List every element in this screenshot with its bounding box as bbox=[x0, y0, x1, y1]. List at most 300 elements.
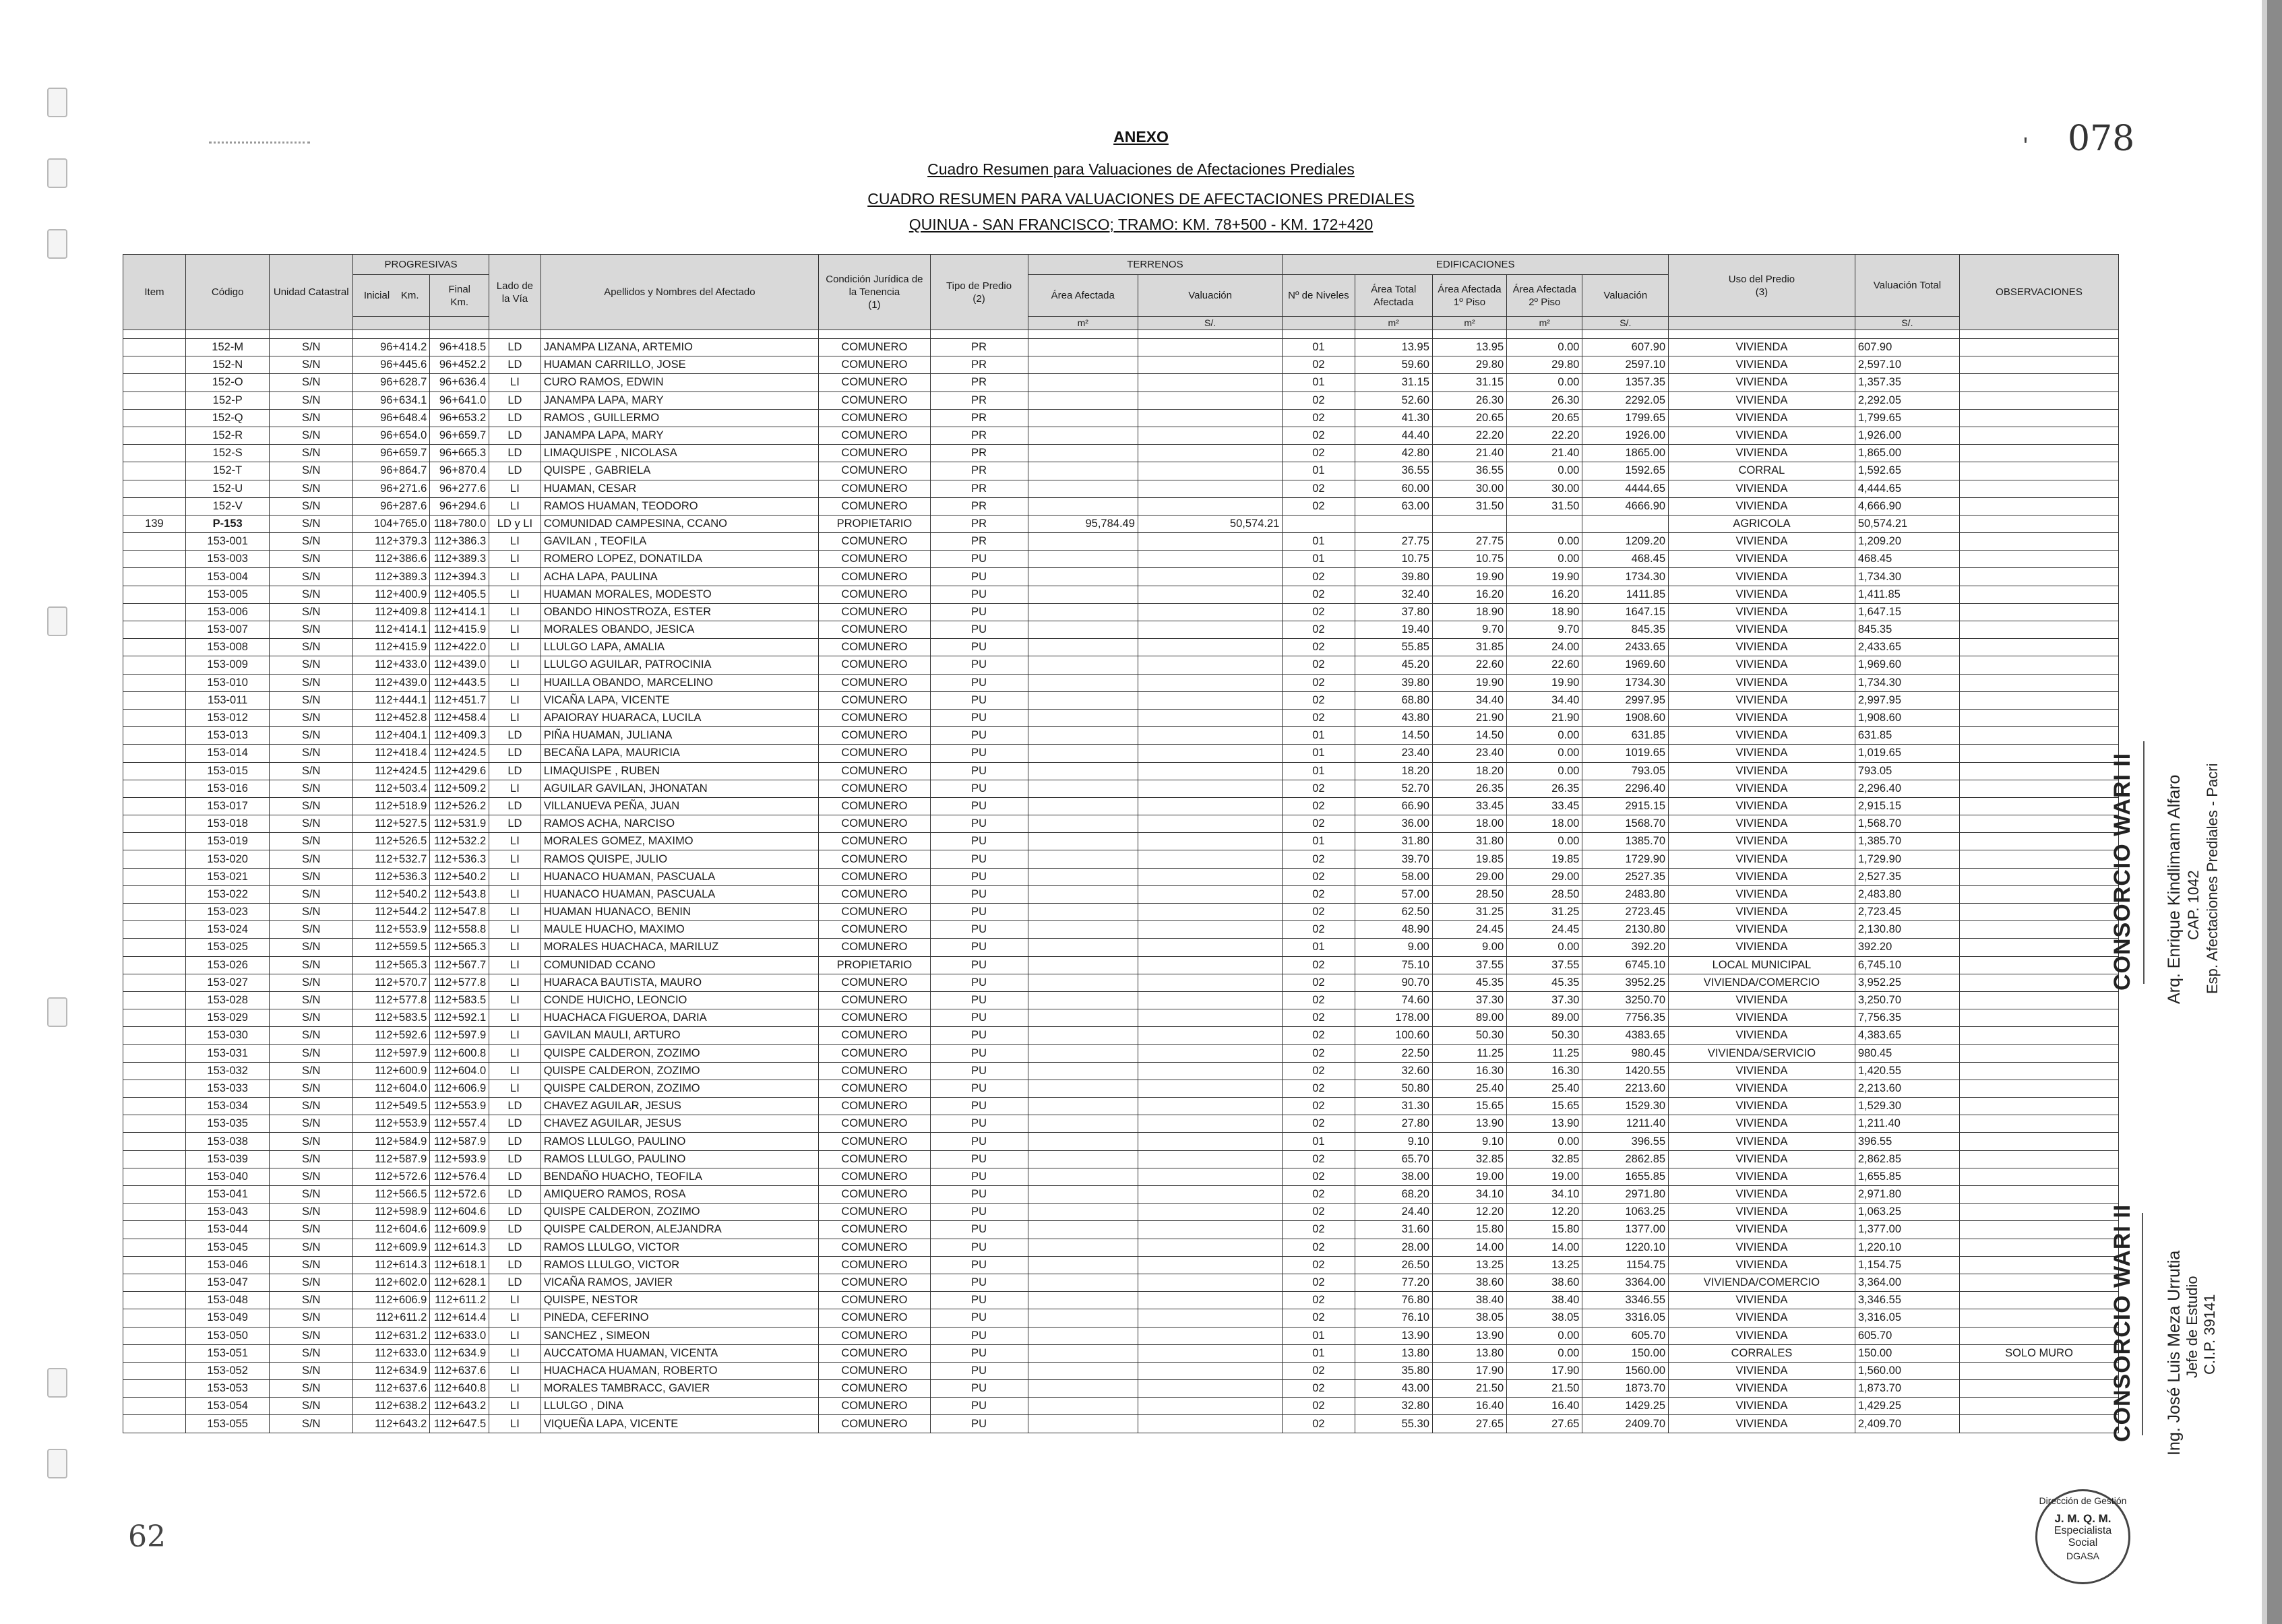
cell-tipo: PU bbox=[930, 1362, 1028, 1379]
seal-line-1: Especialista bbox=[2054, 1525, 2112, 1536]
cell-item bbox=[123, 1344, 186, 1362]
cell-area-total: 32.60 bbox=[1355, 1062, 1432, 1080]
cell-codigo: 153-049 bbox=[185, 1309, 270, 1327]
cell-uso: CORRALES bbox=[1669, 1344, 1855, 1362]
cell-uso: VIVIENDA bbox=[1669, 1115, 1855, 1133]
cell-area-terreno bbox=[1028, 1362, 1138, 1379]
cell-area-1: 19.85 bbox=[1432, 850, 1506, 868]
cell-inicial: 112+379.3 bbox=[353, 533, 430, 551]
cell-item bbox=[123, 868, 186, 885]
cell-observaciones bbox=[1960, 533, 2119, 551]
cell-niveles: 02 bbox=[1283, 1009, 1355, 1027]
cell-area-terreno bbox=[1028, 533, 1138, 551]
cell-area-total: 68.20 bbox=[1355, 1186, 1432, 1204]
cell-lado: LI bbox=[489, 533, 541, 551]
cell-valuacion-edif: 1592.65 bbox=[1582, 462, 1669, 480]
cell-niveles: 02 bbox=[1283, 568, 1355, 586]
cell-area-2: 15.80 bbox=[1507, 1221, 1582, 1239]
cell-niveles: 02 bbox=[1283, 603, 1355, 621]
cell-valuacion-edif: 2483.80 bbox=[1582, 885, 1669, 903]
cell-inicial: 112+637.6 bbox=[353, 1380, 430, 1398]
cell-valuacion-edif: 2915.15 bbox=[1582, 797, 1669, 815]
cell-codigo: 153-009 bbox=[185, 656, 270, 674]
cell-valuacion-terreno bbox=[1138, 1044, 1282, 1062]
cell-area-terreno bbox=[1028, 939, 1138, 956]
col-uso-label: Uso del Predio bbox=[1728, 273, 1795, 285]
cell-condicion: COMUNERO bbox=[819, 797, 930, 815]
cell-unidad: S/N bbox=[270, 709, 353, 726]
cell-niveles: 02 bbox=[1283, 780, 1355, 797]
cell-unidad: S/N bbox=[270, 762, 353, 780]
cell-area-total: 39.80 bbox=[1355, 674, 1432, 691]
cell-area-2: 16.20 bbox=[1507, 586, 1582, 603]
cell-final: 112+536.3 bbox=[430, 850, 489, 868]
cell-codigo: 153-017 bbox=[185, 797, 270, 815]
cell-codigo: 152-N bbox=[185, 356, 270, 374]
valuation-table bbox=[123, 254, 2119, 1433]
cell-lado: LD bbox=[489, 1274, 541, 1291]
table-row bbox=[123, 762, 2119, 780]
cell-area-total: 60.00 bbox=[1355, 480, 1432, 497]
cell-area-terreno bbox=[1028, 568, 1138, 586]
cell-tipo: PU bbox=[930, 1098, 1028, 1115]
unit-soles: S/. bbox=[1582, 317, 1669, 330]
cell-area-terreno bbox=[1028, 1204, 1138, 1221]
cell-item bbox=[123, 1292, 186, 1309]
consorcio-stamp-2: CONSORCIO WARI II bbox=[2109, 1204, 2135, 1442]
cell-condicion: COMUNERO bbox=[819, 709, 930, 726]
table-row bbox=[123, 833, 2119, 850]
cell-valuacion-edif: 3346.55 bbox=[1582, 1292, 1669, 1309]
table-row bbox=[123, 1168, 2119, 1185]
cell-uso: VIVIENDA bbox=[1669, 445, 1855, 462]
cell-condicion: COMUNERO bbox=[819, 1133, 930, 1150]
cell-apellidos: MORALES TAMBRACC, GAVIER bbox=[541, 1380, 818, 1398]
cell-final: 112+532.2 bbox=[430, 833, 489, 850]
cell-area-terreno bbox=[1028, 656, 1138, 674]
cell-area-terreno bbox=[1028, 1309, 1138, 1327]
cell-valuacion-terreno bbox=[1138, 745, 1282, 762]
cell-condicion: COMUNERO bbox=[819, 356, 930, 374]
cell-final: 112+558.8 bbox=[430, 921, 489, 939]
cell-valuacion-edif: 2292.05 bbox=[1582, 392, 1669, 409]
table-row bbox=[123, 462, 2119, 480]
cell-item bbox=[123, 392, 186, 409]
col-codigo: Código bbox=[185, 255, 270, 330]
cell-valuacion-terreno bbox=[1138, 656, 1282, 674]
cell-area-terreno: 95,784.49 bbox=[1028, 515, 1138, 532]
col-tipo-label: Tipo de Predio bbox=[946, 280, 1012, 292]
unit-m2: m² bbox=[1507, 317, 1582, 330]
cell-uso: VIVIENDA bbox=[1669, 568, 1855, 586]
cell-unidad: S/N bbox=[270, 1398, 353, 1415]
cell-lado: LD bbox=[489, 1150, 541, 1168]
cell-area-1: 9.00 bbox=[1432, 939, 1506, 956]
cell-valuacion-terreno bbox=[1138, 1150, 1282, 1168]
cell-area-terreno bbox=[1028, 797, 1138, 815]
cell-valuacion-total: 1,154.75 bbox=[1855, 1256, 1959, 1274]
cell-uso: VIVIENDA bbox=[1669, 762, 1855, 780]
table-row bbox=[123, 850, 2119, 868]
cell-observaciones bbox=[1960, 904, 2119, 921]
cell-lado: LD bbox=[489, 1186, 541, 1204]
cell-apellidos: LLULGO , DINA bbox=[541, 1398, 818, 1415]
table-body bbox=[123, 330, 2119, 1433]
cell-valuacion-total: 1,420.55 bbox=[1855, 1062, 1959, 1080]
cell-item bbox=[123, 568, 186, 586]
table-row bbox=[123, 515, 2119, 532]
cell-inicial: 112+518.9 bbox=[353, 797, 430, 815]
cell-apellidos: PIÑA HUAMAN, JULIANA bbox=[541, 727, 818, 745]
cell-lado: LD bbox=[489, 339, 541, 356]
cell-area-1: 13.95 bbox=[1432, 339, 1506, 356]
cell-codigo: 153-022 bbox=[185, 885, 270, 903]
cell-condicion: COMUNERO bbox=[819, 551, 930, 568]
cell-lado: LI bbox=[489, 1415, 541, 1433]
cell-area-1: 26.35 bbox=[1432, 780, 1506, 797]
cell-area-total: 58.00 bbox=[1355, 868, 1432, 885]
cell-valuacion-terreno bbox=[1138, 533, 1282, 551]
cell-uso: VIVIENDA bbox=[1669, 868, 1855, 885]
cell-valuacion-terreno bbox=[1138, 1274, 1282, 1291]
cell-inicial: 112+424.5 bbox=[353, 762, 430, 780]
cell-inicial: 112+592.6 bbox=[353, 1027, 430, 1044]
cell-uso: VIVIENDA bbox=[1669, 1221, 1855, 1239]
cell-area-1: 16.20 bbox=[1432, 586, 1506, 603]
cell-condicion: COMUNERO bbox=[819, 1221, 930, 1239]
cell-lado: LI bbox=[489, 621, 541, 639]
cell-niveles: 02 bbox=[1283, 621, 1355, 639]
cell-lado: LD bbox=[489, 427, 541, 444]
cell-codigo: 153-048 bbox=[185, 1292, 270, 1309]
cell-unidad: S/N bbox=[270, 603, 353, 621]
cell-condicion: COMUNERO bbox=[819, 374, 930, 392]
cell-area-2: 13.25 bbox=[1507, 1256, 1582, 1274]
cell-area-1: 23.40 bbox=[1432, 745, 1506, 762]
cell-valuacion-total: 1,063.25 bbox=[1855, 1204, 1959, 1221]
cell-valuacion-edif: 396.55 bbox=[1582, 1133, 1669, 1150]
cell-area-total: 45.20 bbox=[1355, 656, 1432, 674]
cell-niveles: 02 bbox=[1283, 1044, 1355, 1062]
cell-area-1: 38.40 bbox=[1432, 1292, 1506, 1309]
cell-condicion: COMUNERO bbox=[819, 1398, 930, 1415]
cell-item bbox=[123, 356, 186, 374]
cell-area-2: 18.00 bbox=[1507, 815, 1582, 833]
cell-apellidos: HUAMAN HUANACO, BENIN bbox=[541, 904, 818, 921]
cell-area-2: 0.00 bbox=[1507, 374, 1582, 392]
cell-final: 112+439.0 bbox=[430, 656, 489, 674]
cell-area-terreno bbox=[1028, 1168, 1138, 1185]
cell-valuacion-total: 3,250.70 bbox=[1855, 991, 1959, 1009]
cell-final: 112+647.5 bbox=[430, 1415, 489, 1433]
cell-apellidos: HUANACO HUAMAN, PASCUALA bbox=[541, 868, 818, 885]
cell-unidad: S/N bbox=[270, 921, 353, 939]
table-row bbox=[123, 1186, 2119, 1204]
cell-final: 112+606.9 bbox=[430, 1080, 489, 1097]
cell-item bbox=[123, 1133, 186, 1150]
cell-valuacion-total: 4,444.65 bbox=[1855, 480, 1959, 497]
cell-uso: VIVIENDA bbox=[1669, 480, 1855, 497]
seal-ring-bottom: DGASA bbox=[2066, 1551, 2099, 1561]
cell-tipo: PR bbox=[930, 497, 1028, 515]
cell-valuacion-edif: 2723.45 bbox=[1582, 904, 1669, 921]
table-row bbox=[123, 1274, 2119, 1291]
cell-item bbox=[123, 691, 186, 709]
cell-final: 112+600.8 bbox=[430, 1044, 489, 1062]
cell-codigo: 153-004 bbox=[185, 568, 270, 586]
table-row bbox=[123, 1292, 2119, 1309]
cell-observaciones bbox=[1960, 833, 2119, 850]
cell-valuacion-terreno bbox=[1138, 374, 1282, 392]
cell-uso: VIVIENDA bbox=[1669, 586, 1855, 603]
cell-final: 112+557.4 bbox=[430, 1115, 489, 1133]
cell-item bbox=[123, 1309, 186, 1327]
cell-observaciones bbox=[1960, 1292, 2119, 1309]
cell-area-terreno bbox=[1028, 427, 1138, 444]
cell-inicial: 112+527.5 bbox=[353, 815, 430, 833]
cell-uso: VIVIENDA bbox=[1669, 1204, 1855, 1221]
cell-tipo: PU bbox=[930, 656, 1028, 674]
cell-valuacion-total: 1,908.60 bbox=[1855, 709, 1959, 726]
cell-item bbox=[123, 850, 186, 868]
cell-area-total: 39.80 bbox=[1355, 568, 1432, 586]
cell-item bbox=[123, 339, 186, 356]
cell-area-1: 31.25 bbox=[1432, 904, 1506, 921]
cell-condicion: COMUNERO bbox=[819, 939, 930, 956]
table-row bbox=[123, 339, 2119, 356]
cell-niveles: 01 bbox=[1283, 1344, 1355, 1362]
cell-tipo: PU bbox=[930, 1415, 1028, 1433]
cell-area-1: 17.90 bbox=[1432, 1362, 1506, 1379]
cell-item bbox=[123, 586, 186, 603]
cell-area-1: 21.90 bbox=[1432, 709, 1506, 726]
cell-item bbox=[123, 780, 186, 797]
cell-inicial: 112+611.2 bbox=[353, 1309, 430, 1327]
cell-final: 112+643.2 bbox=[430, 1398, 489, 1415]
cell-area-terreno bbox=[1028, 1239, 1138, 1256]
cell-uso: VIVIENDA bbox=[1669, 1327, 1855, 1344]
cell-uso: VIVIENDA bbox=[1669, 603, 1855, 621]
table-row bbox=[123, 1133, 2119, 1150]
table-row bbox=[123, 991, 2119, 1009]
col-condicion-label: Condición Jurídica de la Tenencia bbox=[826, 274, 923, 298]
cell-niveles: 02 bbox=[1283, 497, 1355, 515]
cell-tipo: PU bbox=[930, 586, 1028, 603]
col-valuacion-total: Valuación Total bbox=[1855, 255, 1959, 317]
cell-codigo: 153-029 bbox=[185, 1009, 270, 1027]
cell-valuacion-total: 2,292.05 bbox=[1855, 392, 1959, 409]
cell-inicial: 112+404.1 bbox=[353, 727, 430, 745]
cell-valuacion-edif: 2130.80 bbox=[1582, 921, 1669, 939]
cell-valuacion-terreno bbox=[1138, 727, 1282, 745]
cell-inicial: 112+386.6 bbox=[353, 551, 430, 568]
cell-final: 112+443.5 bbox=[430, 674, 489, 691]
cell-tipo: PU bbox=[930, 1274, 1028, 1291]
cell-codigo: 153-001 bbox=[185, 533, 270, 551]
cell-area-terreno bbox=[1028, 780, 1138, 797]
cell-valuacion-terreno bbox=[1138, 1027, 1282, 1044]
cell-valuacion-edif: 1908.60 bbox=[1582, 709, 1669, 726]
seal-initials: J. M. Q. M. bbox=[2054, 1512, 2111, 1525]
cell-niveles: 02 bbox=[1283, 480, 1355, 497]
cell-condicion: COMUNERO bbox=[819, 727, 930, 745]
cell-observaciones bbox=[1960, 639, 2119, 656]
cell-observaciones bbox=[1960, 551, 2119, 568]
cell-item bbox=[123, 621, 186, 639]
cell-area-2: 21.50 bbox=[1507, 1380, 1582, 1398]
cell-codigo: 153-020 bbox=[185, 850, 270, 868]
cell-unidad: S/N bbox=[270, 533, 353, 551]
cell-area-total: 44.40 bbox=[1355, 427, 1432, 444]
cell-apellidos: RAMOS QUISPE, JULIO bbox=[541, 850, 818, 868]
cell-unidad: S/N bbox=[270, 850, 353, 868]
cell-uso: VIVIENDA bbox=[1669, 392, 1855, 409]
cell-niveles: 01 bbox=[1283, 939, 1355, 956]
cell-uso: VIVIENDA bbox=[1669, 1080, 1855, 1097]
cell-condicion: COMUNERO bbox=[819, 1080, 930, 1097]
cell-valuacion-terreno bbox=[1138, 939, 1282, 956]
cell-area-terreno bbox=[1028, 603, 1138, 621]
cell-area-total: 68.80 bbox=[1355, 691, 1432, 709]
cell-valuacion-terreno bbox=[1138, 956, 1282, 974]
col-progresivas: PROGRESIVAS bbox=[353, 255, 489, 275]
cell-apellidos: AMIQUERO RAMOS, ROSA bbox=[541, 1186, 818, 1204]
unit-m2: m² bbox=[1432, 317, 1506, 330]
cell-valuacion-edif: 631.85 bbox=[1582, 727, 1669, 745]
cell-inicial: 112+577.8 bbox=[353, 991, 430, 1009]
cell-valuacion-total: 1,529.30 bbox=[1855, 1098, 1959, 1115]
cell-item bbox=[123, 1204, 186, 1221]
cell-tipo: PU bbox=[930, 956, 1028, 974]
cell-valuacion-edif: 1969.60 bbox=[1582, 656, 1669, 674]
cell-area-2: 32.85 bbox=[1507, 1150, 1582, 1168]
cell-unidad: S/N bbox=[270, 1256, 353, 1274]
cell-lado: LD bbox=[489, 1221, 541, 1239]
cell-observaciones bbox=[1960, 392, 2119, 409]
cell-lado: LI bbox=[489, 551, 541, 568]
cell-observaciones bbox=[1960, 939, 2119, 956]
cell-area-2: 18.90 bbox=[1507, 603, 1582, 621]
cell-apellidos: HUANACO HUAMAN, PASCUALA bbox=[541, 885, 818, 903]
cell-unidad: S/N bbox=[270, 568, 353, 586]
table-row bbox=[123, 1239, 2119, 1256]
cell-area-1: 26.30 bbox=[1432, 392, 1506, 409]
cell-area-terreno bbox=[1028, 1256, 1138, 1274]
cell-codigo: 153-039 bbox=[185, 1150, 270, 1168]
cell-apellidos: PINEDA, CEFERINO bbox=[541, 1309, 818, 1327]
cell-item bbox=[123, 1362, 186, 1379]
cell-area-terreno bbox=[1028, 1344, 1138, 1362]
cell-inicial: 96+634.1 bbox=[353, 392, 430, 409]
cell-lado: LD bbox=[489, 727, 541, 745]
cell-condicion: COMUNERO bbox=[819, 1150, 930, 1168]
cell-lado: LI bbox=[489, 691, 541, 709]
cell-tipo: PU bbox=[930, 885, 1028, 903]
cell-apellidos: VILLANUEVA PEÑA, JUAN bbox=[541, 797, 818, 815]
cell-niveles: 02 bbox=[1283, 1186, 1355, 1204]
cell-lado: LD bbox=[489, 409, 541, 427]
cell-area-1: 14.50 bbox=[1432, 727, 1506, 745]
cell-area-terreno bbox=[1028, 621, 1138, 639]
cell-item bbox=[123, 1044, 186, 1062]
cell-codigo: 153-030 bbox=[185, 1027, 270, 1044]
cell-final: 96+653.2 bbox=[430, 409, 489, 427]
cell-item bbox=[123, 1009, 186, 1027]
cell-lado: LI bbox=[489, 956, 541, 974]
cell-niveles: 02 bbox=[1283, 815, 1355, 833]
cell-area-2: 20.65 bbox=[1507, 409, 1582, 427]
cell-lado: LD bbox=[489, 1256, 541, 1274]
cell-valuacion-edif: 980.45 bbox=[1582, 1044, 1669, 1062]
cell-valuacion-total: 50,574.21 bbox=[1855, 515, 1959, 532]
subtitle-3: QUINUA - SAN FRANCISCO; TRAMO: KM. 78+500 - KM. 172+420 bbox=[908, 216, 1374, 233]
cell-niveles: 02 bbox=[1283, 1115, 1355, 1133]
cell-unidad: S/N bbox=[270, 586, 353, 603]
cell-item bbox=[123, 1115, 186, 1133]
cell-niveles: 01 bbox=[1283, 727, 1355, 745]
cell-uso: VIVIENDA bbox=[1669, 409, 1855, 427]
cell-tipo: PR bbox=[930, 374, 1028, 392]
cell-tipo: PU bbox=[930, 1204, 1028, 1221]
cell-inicial: 96+445.6 bbox=[353, 356, 430, 374]
cell-valuacion-edif: 7756.35 bbox=[1582, 1009, 1669, 1027]
cell-valuacion-edif: 1377.00 bbox=[1582, 1221, 1669, 1239]
cell-area-total: 32.40 bbox=[1355, 586, 1432, 603]
cell-tipo: PU bbox=[930, 1292, 1028, 1309]
cell-niveles: 02 bbox=[1283, 850, 1355, 868]
cell-observaciones bbox=[1960, 515, 2119, 532]
cell-niveles: 02 bbox=[1283, 956, 1355, 974]
cell-observaciones bbox=[1960, 956, 2119, 974]
table-row bbox=[123, 974, 2119, 991]
cell-area-total: 31.80 bbox=[1355, 833, 1432, 850]
cell-item: 139 bbox=[123, 515, 186, 532]
cell-niveles: 02 bbox=[1283, 1027, 1355, 1044]
cell-codigo: 153-031 bbox=[185, 1044, 270, 1062]
cell-valuacion-terreno bbox=[1138, 1362, 1282, 1379]
cell-item bbox=[123, 639, 186, 656]
cell-niveles: 02 bbox=[1283, 1221, 1355, 1239]
col-observaciones: OBSERVACIONES bbox=[1960, 255, 2119, 330]
cell-area-2: 19.90 bbox=[1507, 568, 1582, 586]
cell-codigo: 153-006 bbox=[185, 603, 270, 621]
cell-valuacion-total: 1,729.90 bbox=[1855, 850, 1959, 868]
cell-valuacion-terreno bbox=[1138, 885, 1282, 903]
cell-niveles: 02 bbox=[1283, 392, 1355, 409]
cell-valuacion-total: 605.70 bbox=[1855, 1327, 1959, 1344]
cell-tipo: PU bbox=[930, 1080, 1028, 1097]
cell-area-1: 36.55 bbox=[1432, 462, 1506, 480]
cell-uso: LOCAL MUNICIPAL bbox=[1669, 956, 1855, 974]
cell-lado: LI bbox=[489, 1292, 541, 1309]
cell-area-2: 21.40 bbox=[1507, 445, 1582, 462]
cell-codigo: 152-T bbox=[185, 462, 270, 480]
cell-inicial: 112+631.2 bbox=[353, 1327, 430, 1344]
cell-item bbox=[123, 921, 186, 939]
cell-final: 112+593.9 bbox=[430, 1150, 489, 1168]
cell-condicion: COMUNERO bbox=[819, 1009, 930, 1027]
cell-lado: LI bbox=[489, 497, 541, 515]
table-row bbox=[123, 885, 2119, 903]
cell-area-terreno bbox=[1028, 339, 1138, 356]
cell-apellidos: BENDAÑO HUACHO, TEOFILA bbox=[541, 1168, 818, 1185]
cell-area-terreno bbox=[1028, 956, 1138, 974]
cell-condicion: COMUNERO bbox=[819, 762, 930, 780]
col-final-label: Final bbox=[448, 283, 470, 295]
cell-final: 112+634.9 bbox=[430, 1344, 489, 1362]
cell-uso: VIVIENDA bbox=[1669, 727, 1855, 745]
col-condicion-ref: (1) bbox=[868, 299, 881, 311]
